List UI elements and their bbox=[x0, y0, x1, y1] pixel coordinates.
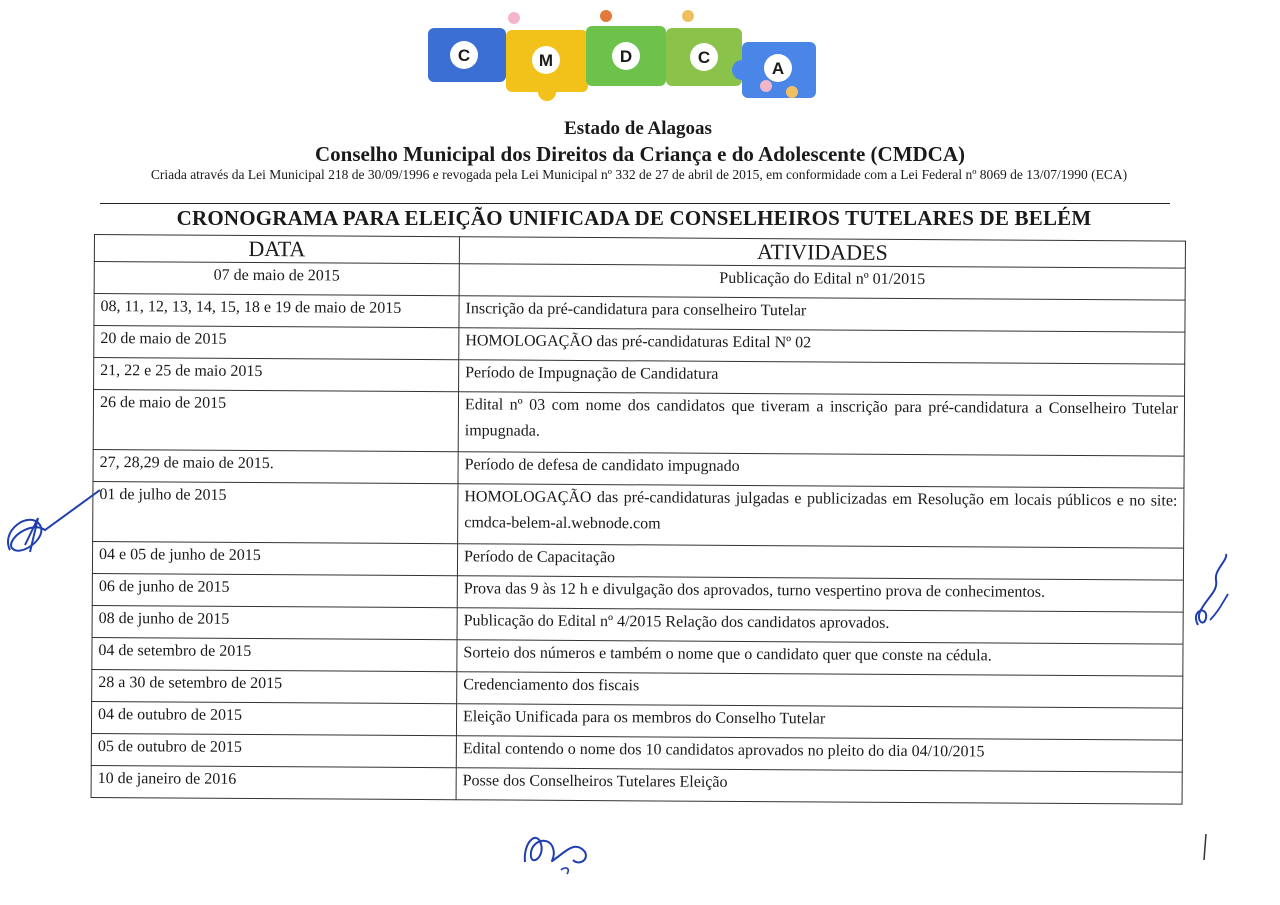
table-row bbox=[93, 481, 1184, 548]
header-date: DATA bbox=[94, 235, 459, 264]
row-activity: Período de defesa de candidato impugnado bbox=[458, 452, 1184, 488]
logo-letter: C bbox=[697, 48, 711, 67]
row-date: 04 e 05 de junho de 2015 bbox=[92, 541, 457, 575]
header-activities: ATIVIDADES bbox=[459, 237, 1185, 268]
header-divider bbox=[100, 203, 1170, 204]
table-row bbox=[91, 765, 1182, 804]
row-activity: HOMOLOGAÇÃO das pré-candidaturas julgadas e publicizadas em Resolução em locais públicos e no site: cmdca-belem-al.webnode.com bbox=[458, 484, 1184, 548]
row-date: 05 de outubro de 2015 bbox=[91, 733, 456, 767]
logo-letter: A bbox=[771, 59, 785, 78]
row-date: 28 a 30 de setembro de 2015 bbox=[92, 669, 457, 703]
row-activity: HOMOLOGAÇÃO das pré-candidaturas Edital Nº 02 bbox=[459, 328, 1185, 364]
council-name: Conselho Municipal dos Direitos da Criança e do Adolescente (CMDCA) bbox=[314, 142, 965, 166]
row-activity: Credenciamento dos fiscais bbox=[457, 672, 1183, 708]
row-date: 20 de maio de 2015 bbox=[94, 326, 459, 360]
row-activity: Sorteio dos números e também o nome que o candidato quer que conste na cédula. bbox=[457, 640, 1183, 676]
row-date: 04 de setembro de 2015 bbox=[92, 637, 457, 671]
logo-letter: C bbox=[457, 46, 471, 65]
state-name: Estado de Alagoas bbox=[564, 118, 712, 139]
logo-letter: D bbox=[619, 47, 633, 66]
row-date: 01 de julho de 2015 bbox=[93, 481, 458, 543]
row-date: 07 de maio de 2015 bbox=[94, 262, 459, 296]
row-date: 06 de junho de 2015 bbox=[92, 573, 457, 607]
row-activity: Período de Impugnação de Candidatura bbox=[459, 360, 1185, 396]
row-activity: Publicação do Edital nº 01/2015 bbox=[459, 264, 1185, 300]
row-date: 26 de maio de 2015 bbox=[93, 390, 458, 452]
left-margin-signature bbox=[0, 470, 110, 570]
row-activity: Posse dos Conselheiros Tutelares Eleição bbox=[456, 768, 1182, 804]
cmdca-logo bbox=[420, 6, 840, 116]
corner-mark bbox=[1198, 832, 1214, 864]
row-date: 21, 22 e 25 de maio 2015 bbox=[94, 358, 459, 392]
row-activity: Prova das 9 às 12 h e divulgação dos aprovados, turno vespertino prova de conhecimentos. bbox=[457, 576, 1183, 612]
row-activity: Edital contendo o nome dos 10 candidatos aprovados no pleito do dia 04/10/2015 bbox=[456, 736, 1182, 772]
row-activity: Publicação do Edital nº 4/2015 Relação dos candidatos aprovados. bbox=[457, 608, 1183, 644]
row-date: 10 de janeiro de 2016 bbox=[91, 765, 456, 799]
row-activity: Eleição Unificada para os membros do Conselho Tutelar bbox=[456, 704, 1182, 740]
row-activity: Inscrição da pré-candidatura para conselheiro Tutelar bbox=[459, 296, 1185, 332]
document-title: CRONOGRAMA PARA ELEIÇÃO UNIFICADA DE CONSELHEIROS TUTELARES DE BELÉM bbox=[176, 206, 1092, 230]
puzzle-logo-graphic bbox=[420, 6, 840, 116]
row-activity: Edital nº 03 com nome dos candidatos que tiveram a inscrição para pré-candidatura a Conselheiro Tutelar impugnada. bbox=[458, 392, 1184, 456]
row-date: 04 de outubro de 2015 bbox=[91, 701, 456, 735]
row-date: 08, 11, 12, 13, 14, 15, 18 e 19 de maio de 2015 bbox=[94, 294, 459, 328]
right-margin-signature bbox=[1188, 550, 1248, 640]
table-row bbox=[93, 390, 1184, 457]
law-note: Criada através da Lei Municipal 218 de 30/09/1996 e revogada pela Lei Municipal nº 332 de 27 de abril de 2015, em conformidade com a Lei Federal nº 8069 de 13/07/1990 (ECA) bbox=[150, 167, 1128, 182]
row-activity: Período de Capacitação bbox=[457, 544, 1183, 580]
row-date: 08 de junho de 2015 bbox=[92, 605, 457, 639]
bottom-signature bbox=[515, 822, 595, 882]
schedule-table bbox=[91, 234, 1186, 805]
logo-letter: M bbox=[538, 51, 554, 70]
row-date: 27, 28,29 de maio de 2015. bbox=[93, 449, 458, 483]
